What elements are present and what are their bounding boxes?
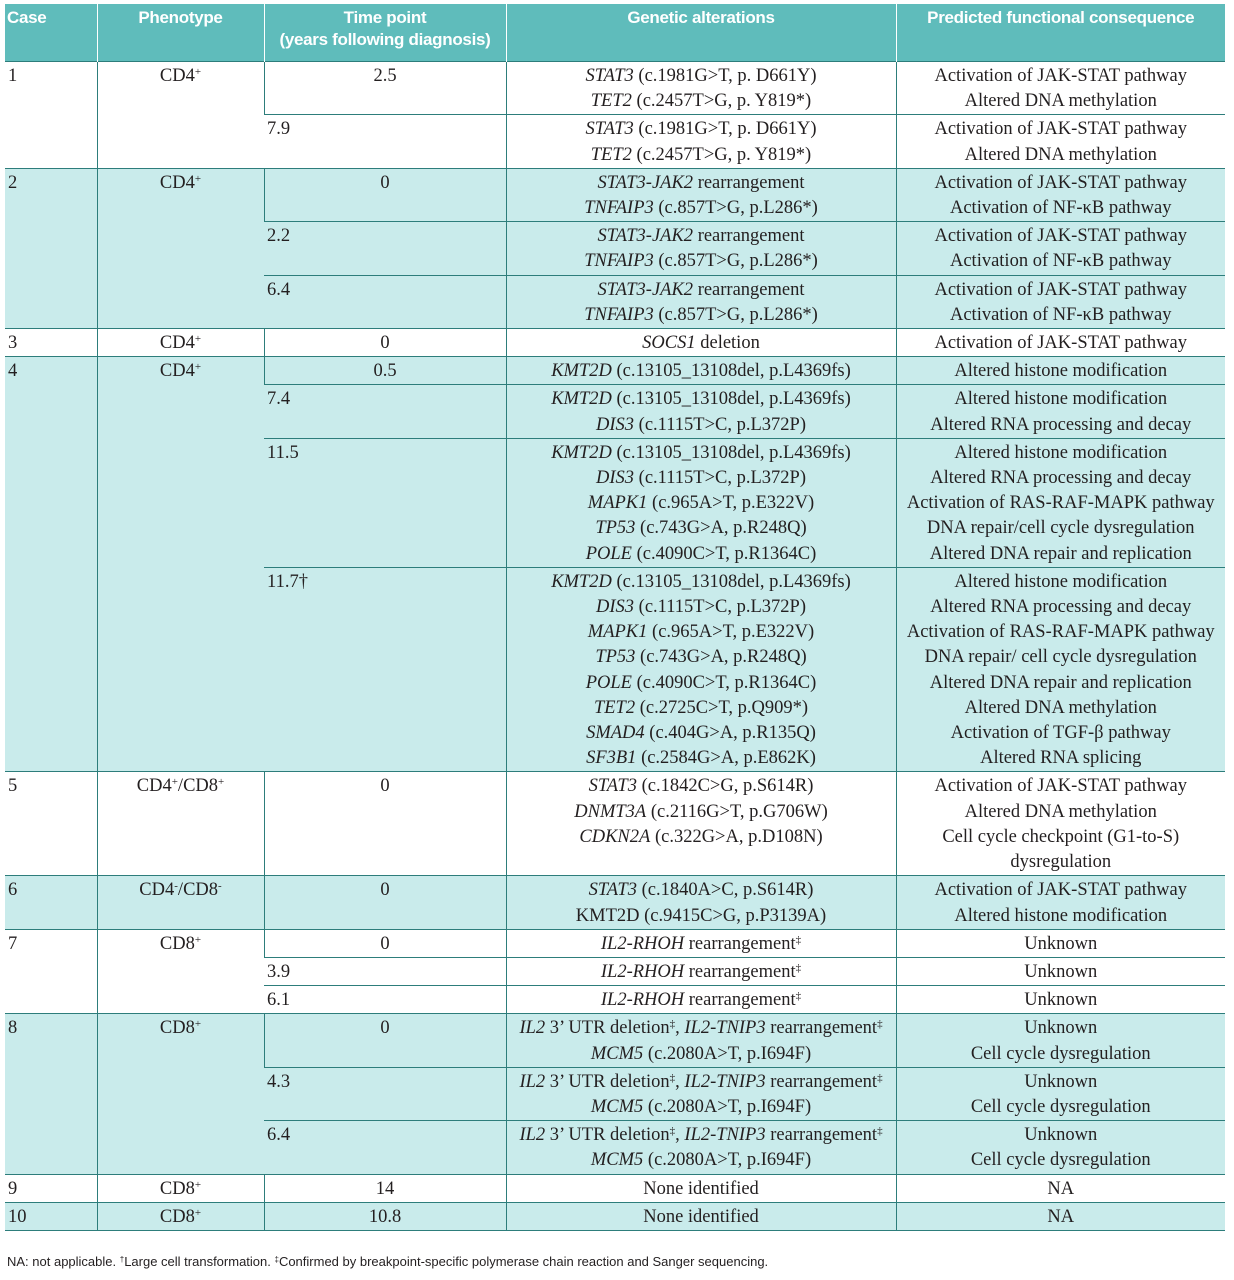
gene-name: KMT2D (551, 571, 612, 592)
time-point-cell: 2.5 (264, 62, 506, 115)
genetic-alteration-line: STAT3 (c.1842C>G, p.S614R) (588, 776, 814, 797)
consequence-line: Activation of RAS-RAF-MAPK pathway (906, 622, 1215, 643)
time-point-cell: 2.2 (264, 222, 506, 275)
genetic-alteration-line: DIS3 (c.1115T>C, p.L372P) (596, 414, 806, 435)
phenotype-cell: CD4+ (97, 62, 264, 169)
consequence-line: Cell cycle checkpoint (G1-to-S) (942, 826, 1180, 847)
gene-name: MCM5 (590, 1096, 644, 1117)
genetic-alteration-line: KMT2D (c.13105_13108del, p.L4369fs) (551, 571, 851, 592)
genetic-alteration-line: STAT3 (c.1981G>T, p. D661Y) (585, 66, 817, 86)
case-number: 3 (5, 329, 97, 357)
time-point-cell: 4.3 (264, 1067, 506, 1120)
genetic-alteration-line: TP53 (c.743G>A, p.R248Q) (595, 518, 807, 539)
case-number: 2 (5, 168, 97, 328)
genetic-alterations-cell (506, 986, 896, 1014)
genetic-alteration-line: STAT3-JAK2 rearrangement (597, 279, 805, 300)
phenotype-cell: CD4+ (97, 357, 264, 772)
gene-name: TNFAIP3 (584, 304, 654, 325)
genetic-alteration-line: TET2 (c.2457T>G, p. Y819*) (590, 91, 812, 112)
genetic-alteration-line: TNFAIP3 (c.857T>G, p.L286*) (584, 198, 818, 219)
genetic-alterations-cell (506, 168, 896, 221)
table-row (5, 876, 1225, 929)
footnote-text: NA: not applicable. †Large cell transformation. ‡Confirmed by breakpoint-specific polymerase chain reaction and Sanger sequencing. (7, 1254, 769, 1269)
mutation-table (5, 4, 1225, 1231)
gene-name: IL2-RHOH (600, 933, 685, 954)
consequence-line: Cell cycle dysregulation (970, 1096, 1151, 1117)
consequence-line: DNA repair/cell cycle dysregulation (926, 518, 1195, 539)
consequence-line: Unknown (1024, 1125, 1098, 1146)
consequence-line: Altered histone modification (954, 389, 1168, 410)
gene-name: STAT3 (588, 880, 637, 901)
consequence-line: Altered DNA methylation (964, 697, 1157, 718)
gene-name: MCM5 (590, 1150, 644, 1171)
gene-name: TET2 (590, 144, 632, 165)
functional-consequence-cell (896, 1174, 1225, 1202)
consequence-line: Activation of NF-κB pathway (949, 251, 1172, 272)
consequence-line: Activation of JAK-STAT pathway (934, 172, 1187, 193)
genetic-alteration-line: DIS3 (c.1115T>C, p.L372P) (596, 597, 806, 618)
genetic-alteration-line: KMT2D (c.9415C>G, p.P3139A) (575, 905, 827, 926)
consequence-line: Altered histone modification (954, 571, 1168, 592)
table-row (5, 168, 1225, 221)
time-point-cell: 7.4 (264, 385, 506, 438)
functional-consequence-cell (896, 329, 1225, 357)
consequence-line: Activation of JAK-STAT pathway (934, 226, 1187, 247)
genetic-alteration-line: DNMT3A (c.2116G>T, p.G706W) (574, 801, 828, 822)
genetic-alterations-cell (506, 1014, 896, 1067)
header-time-point (264, 4, 506, 62)
functional-consequence-cell (896, 1067, 1225, 1120)
gene-name: KMT2D (551, 389, 612, 410)
functional-consequence-cell (896, 1121, 1225, 1174)
genetic-alteration-line: KMT2D (c.13105_13108del, p.L4369fs) (551, 389, 851, 410)
genetic-alterations-cell (506, 957, 896, 985)
table-row (5, 329, 1225, 357)
genetic-alteration-line: SMAD4 (c.404G>A, p.R135Q) (586, 723, 816, 744)
genetic-alterations-cell (506, 62, 896, 115)
consequence-line: NA (1047, 1178, 1075, 1199)
table-body (5, 62, 1225, 1231)
consequence-line: Altered DNA methylation (964, 91, 1157, 112)
gene-name: DIS3 (596, 597, 635, 618)
genetic-alterations-cell (506, 567, 896, 772)
consequence-line: Unknown (1024, 990, 1098, 1011)
gene-name: DIS3 (596, 414, 635, 435)
consequence-line: DNA repair/ cell cycle dysregulation (924, 647, 1197, 668)
gene-name: MAPK1 (587, 622, 648, 643)
gene-name: TP53 (595, 647, 636, 668)
genetic-alteration-line: KMT2D (c.13105_13108del, p.L4369fs) (551, 442, 851, 463)
genetic-alteration-line: TET2 (c.2725C>T, p.Q909*) (593, 697, 809, 718)
gene-name: DNMT3A (574, 801, 647, 822)
functional-consequence-cell (896, 222, 1225, 275)
functional-consequence-cell (896, 929, 1225, 957)
consequence-line: Altered RNA processing and decay (930, 468, 1192, 489)
gene-name: IL2 (519, 1018, 546, 1039)
genetic-alteration-line: STAT3-JAK2 rearrangement (597, 226, 805, 247)
time-point-cell: 0 (264, 929, 506, 957)
genetic-alterations-cell (506, 275, 896, 328)
header-functional-consequence: Predicted functional consequence (896, 4, 1225, 62)
genetic-alteration-line: CDKN2A (c.322G>A, p.D108N) (579, 826, 823, 847)
functional-consequence-cell (896, 62, 1225, 115)
genetic-alteration-line: STAT3 (c.1840A>C, p.S614R) (588, 880, 814, 901)
consequence-line: NA (1047, 1206, 1075, 1227)
consequence-line: Activation of NF-κB pathway (949, 198, 1172, 219)
genetic-alterations-cell (506, 357, 896, 385)
gene-name: POLE (585, 672, 632, 693)
genetic-alteration-line: SF3B1 (c.2584G>A, p.E862K) (586, 748, 816, 769)
genetic-alteration-line (511, 850, 892, 875)
time-point-cell: 0 (264, 168, 506, 221)
time-point-cell: 11.5 (264, 438, 506, 567)
time-point-cell: 10.8 (264, 1202, 506, 1230)
functional-consequence-cell (896, 957, 1225, 985)
header-genetic-alterations: Genetic alterations (506, 4, 896, 62)
genetic-alterations-cell (506, 1121, 896, 1174)
time-point-cell: 6.4 (264, 275, 506, 328)
time-point-cell: 0 (264, 1014, 506, 1067)
genetic-alteration-line: IL2-RHOH rearrangement‡ (600, 933, 802, 954)
gene-name: STAT3-JAK2 (597, 172, 694, 193)
consequence-line: Activation of TGF-β pathway (950, 723, 1171, 744)
genetic-alteration-line: TET2 (c.2457T>G, p. Y819*) (590, 144, 812, 165)
gene-name: KMT2D (551, 442, 612, 463)
genetic-alterations-cell (506, 772, 896, 876)
consequence-line: Altered histone modification (954, 361, 1168, 382)
phenotype-cell: CD4+ (97, 168, 264, 328)
consequence-line: Altered DNA repair and replication (929, 672, 1192, 693)
consequence-line: Activation of JAK-STAT pathway (934, 279, 1187, 300)
genetic-alteration-line: POLE (c.4090C>T, p.R1364C) (585, 543, 817, 564)
time-point-cell: 0 (264, 329, 506, 357)
functional-consequence-cell (896, 357, 1225, 385)
genetic-alteration-line: STAT3-JAK2 rearrangement (597, 172, 805, 193)
functional-consequence-cell (896, 385, 1225, 438)
genetic-alterations-cell (506, 222, 896, 275)
genetic-alteration-line: IL2 3’ UTR deletion‡, IL2-TNIP3 rearrangement‡ (519, 1125, 883, 1146)
gene-name: IL2-TNIP3 (684, 1125, 766, 1146)
gene-name: STAT3-JAK2 (597, 226, 694, 247)
functional-consequence-cell (896, 986, 1225, 1014)
gene-name: KMT2D (551, 361, 612, 382)
consequence-line: Activation of JAK-STAT pathway (934, 66, 1187, 86)
genetic-alteration-line: STAT3 (c.1981G>T, p. D661Y) (585, 119, 817, 140)
functional-consequence-cell (896, 275, 1225, 328)
gene-name: SMAD4 (586, 723, 645, 744)
consequence-line: Activation of JAK-STAT pathway (934, 333, 1187, 354)
consequence-line: Altered RNA processing and decay (930, 597, 1192, 618)
consequence-line: Activation of JAK-STAT pathway (934, 776, 1187, 797)
consequence-line: Cell cycle dysregulation (970, 1043, 1151, 1064)
genetic-alterations-cell (506, 1067, 896, 1120)
table-row (5, 1174, 1225, 1202)
functional-consequence-cell (896, 115, 1225, 168)
table-footnote (7, 1254, 768, 1269)
gene-name: STAT3 (588, 776, 637, 797)
genetic-alteration-line: KMT2D (c.13105_13108del, p.L4369fs) (551, 361, 851, 382)
case-number: 8 (5, 1014, 97, 1174)
table-row (5, 772, 1225, 876)
genetic-alteration-line: MCM5 (c.2080A>T, p.I694F) (590, 1096, 812, 1117)
gene-name: IL2 (519, 1071, 546, 1092)
consequence-line: Altered DNA repair and replication (929, 543, 1192, 564)
genetic-alteration-line: IL2-RHOH rearrangement‡ (600, 990, 802, 1011)
consequence-line: dysregulation (1010, 852, 1112, 873)
consequence-line: Activation of JAK-STAT pathway (934, 880, 1187, 901)
genetic-alteration-line: IL2 3’ UTR deletion‡, IL2-TNIP3 rearrangement‡ (519, 1018, 883, 1039)
phenotype-cell: CD4+ (97, 329, 264, 357)
genetic-alteration-line: TNFAIP3 (c.857T>G, p.L286*) (584, 251, 818, 272)
case-number: 6 (5, 876, 97, 929)
genetic-alteration-line: TNFAIP3 (c.857T>G, p.L286*) (584, 304, 818, 325)
gene-name: DIS3 (596, 468, 635, 489)
gene-name: SF3B1 (586, 748, 637, 769)
functional-consequence-cell (896, 168, 1225, 221)
genetic-alteration-line: TP53 (c.743G>A, p.R248Q) (595, 647, 807, 668)
phenotype-cell: CD4-/CD8- (97, 876, 264, 929)
case-number: 1 (5, 62, 97, 169)
functional-consequence-cell (896, 438, 1225, 567)
time-point-cell: 6.1 (264, 986, 506, 1014)
consequence-line: Cell cycle dysregulation (970, 1150, 1151, 1171)
case-number: 10 (5, 1202, 97, 1230)
phenotype-cell: CD4+/CD8+ (97, 772, 264, 876)
table-row (5, 62, 1225, 115)
genetic-alteration-line: POLE (c.4090C>T, p.R1364C) (585, 672, 817, 693)
time-point-cell: 0 (264, 876, 506, 929)
genetic-alterations-cell (506, 329, 896, 357)
genetic-alterations-cell (506, 115, 896, 168)
consequence-line: Activation of RAS-RAF-MAPK pathway (906, 493, 1215, 514)
time-point-cell: 0 (264, 772, 506, 876)
gene-name: IL2-TNIP3 (684, 1018, 766, 1039)
gene-name: STAT3-JAK2 (597, 279, 694, 300)
consequence-line: Unknown (1024, 1018, 1098, 1039)
header-row (5, 4, 1225, 62)
genetic-alteration-line: None identified (643, 1178, 759, 1199)
genetic-alteration-line: MAPK1 (c.965A>T, p.E322V) (587, 493, 815, 514)
gene-name: CDKN2A (579, 826, 651, 847)
consequence-line: Altered histone modification (954, 905, 1168, 926)
case-number: 5 (5, 772, 97, 876)
gene-name: TNFAIP3 (584, 198, 654, 219)
consequence-line: Unknown (1024, 1071, 1098, 1092)
gene-name: IL2-TNIP3 (684, 1071, 766, 1092)
table-row (5, 1014, 1225, 1067)
phenotype-cell: CD8+ (97, 1174, 264, 1202)
gene-name: IL2-RHOH (600, 990, 685, 1011)
gene-name: MCM5 (590, 1043, 644, 1064)
genetic-alterations-cell (506, 1174, 896, 1202)
genetic-alteration-line: IL2-RHOH rearrangement‡ (600, 961, 802, 982)
time-point-cell: 6.4 (264, 1121, 506, 1174)
gene-name: TNFAIP3 (584, 251, 654, 272)
phenotype-cell: CD8+ (97, 929, 264, 1014)
case-number: 7 (5, 929, 97, 1014)
gene-name: TET2 (590, 91, 632, 112)
functional-consequence-cell (896, 772, 1225, 876)
header-time-point-title: Time point (343, 8, 427, 27)
genetic-alteration-line: MCM5 (c.2080A>T, p.I694F) (590, 1043, 812, 1064)
consequence-line: Altered RNA splicing (980, 748, 1142, 769)
consequence-line: Activation of NF-κB pathway (949, 304, 1172, 325)
gene-name: TET2 (593, 697, 636, 718)
table-row (5, 357, 1225, 385)
functional-consequence-cell (896, 1014, 1225, 1067)
genetic-alterations-cell (506, 385, 896, 438)
functional-consequence-cell (896, 876, 1225, 929)
consequence-line: Altered DNA methylation (964, 801, 1157, 822)
time-point-cell: 14 (264, 1174, 506, 1202)
gene-name: MAPK1 (587, 493, 648, 514)
gene-name: SOCS1 (642, 333, 696, 354)
consequence-line: Activation of JAK-STAT pathway (934, 119, 1187, 140)
time-point-cell: 11.7† (264, 567, 506, 772)
time-point-cell: 0.5 (264, 357, 506, 385)
genetic-alteration-line: DIS3 (c.1115T>C, p.L372P) (596, 468, 806, 489)
time-point-cell: 3.9 (264, 957, 506, 985)
consequence-line: Unknown (1024, 933, 1098, 954)
header-phenotype: Phenotype (97, 4, 264, 62)
case-number: 4 (5, 357, 97, 772)
genetic-alteration-line: MAPK1 (c.965A>T, p.E322V) (587, 622, 815, 643)
functional-consequence-cell (896, 1202, 1225, 1230)
genetic-alterations-cell (506, 438, 896, 567)
genetic-alteration-line: MCM5 (c.2080A>T, p.I694F) (590, 1150, 812, 1171)
phenotype-cell: CD8+ (97, 1202, 264, 1230)
genetic-alteration-line: IL2 3’ UTR deletion‡, IL2-TNIP3 rearrangement‡ (519, 1071, 883, 1092)
time-point-cell: 7.9 (264, 115, 506, 168)
table-row (5, 1202, 1225, 1230)
consequence-line: Unknown (1024, 961, 1098, 982)
genetic-alterations-cell (506, 876, 896, 929)
gene-name: IL2-RHOH (600, 961, 685, 982)
table-row (5, 929, 1225, 957)
gene-name: STAT3 (585, 119, 634, 140)
functional-consequence-cell (896, 567, 1225, 772)
genetic-alteration-line: None identified (643, 1206, 759, 1227)
gene-name: STAT3 (585, 66, 634, 86)
consequence-line: Altered DNA methylation (964, 144, 1157, 165)
gene-name: TP53 (595, 518, 636, 539)
header-time-point-subtitle: (years following diagnosis) (279, 30, 491, 49)
case-number: 9 (5, 1174, 97, 1202)
gene-name: IL2 (519, 1125, 546, 1146)
genetic-alteration-line: SOCS1 deletion (642, 333, 760, 354)
header-case: Case (5, 4, 97, 62)
consequence-line: Altered histone modification (954, 442, 1168, 463)
gene-name: POLE (585, 543, 632, 564)
genetic-alterations-cell (506, 1202, 896, 1230)
phenotype-cell: CD8+ (97, 1014, 264, 1174)
consequence-line: Altered RNA processing and decay (930, 414, 1192, 435)
genetic-alterations-cell (506, 929, 896, 957)
